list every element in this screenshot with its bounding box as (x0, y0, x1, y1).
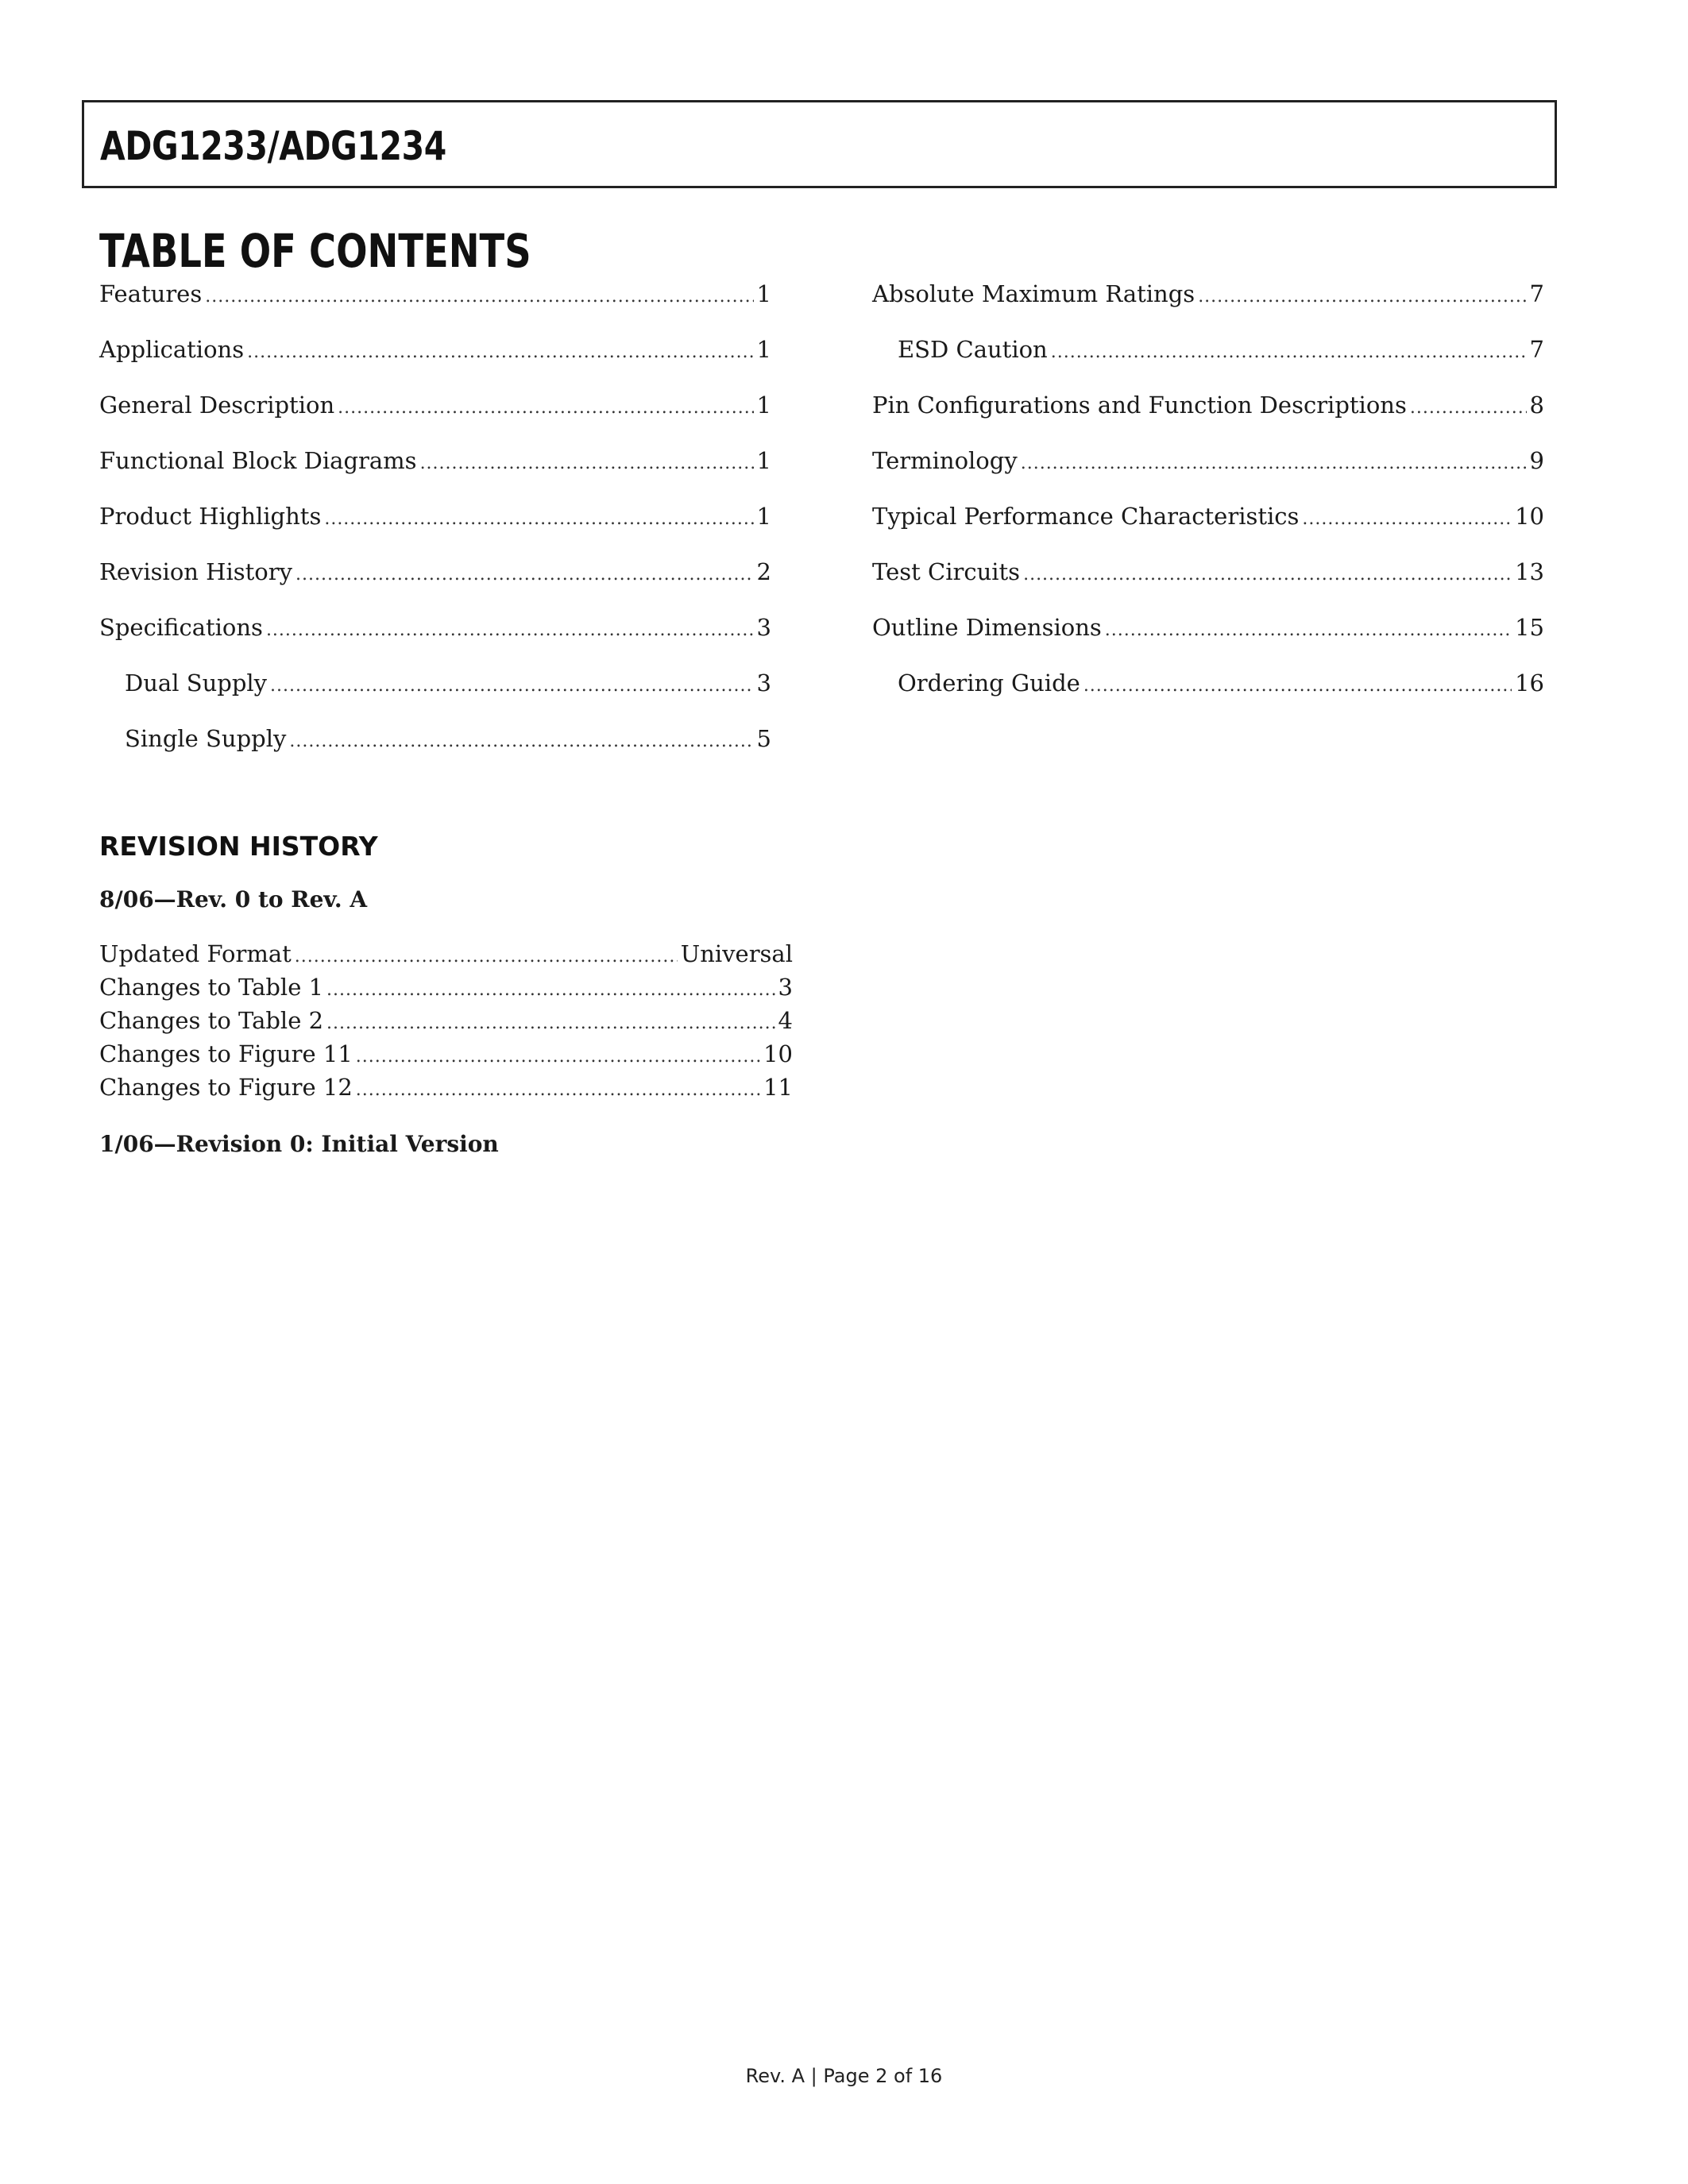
toc-entry-applications[interactable] (99, 336, 771, 392)
change-item (99, 1040, 793, 1074)
toc-entry-label: General Description (99, 392, 335, 419)
toc-entry-label: Single Supply (125, 725, 287, 752)
toc-entry-label: Terminology (872, 447, 1018, 474)
change-item (99, 974, 793, 1007)
change-item (99, 1074, 793, 1107)
toc-entry-page: 3 (756, 614, 771, 641)
toc-leader-dots (295, 565, 754, 585)
toc-entry-label: Specifications (99, 614, 263, 641)
toc-entry-label: Test Circuits (872, 558, 1021, 585)
toc-entry-functional-block-diagrams[interactable] (99, 447, 771, 503)
toc-entry-label: Features (99, 280, 203, 307)
change-leader-dots (295, 947, 678, 967)
toc-entry-label: Absolute Maximum Ratings (872, 280, 1196, 307)
toc-entry-page: 1 (756, 280, 771, 307)
revision-a-changes (99, 940, 793, 1107)
toc-leader-dots (205, 287, 753, 307)
toc-entry-label: Functional Block Diagrams (99, 447, 417, 474)
page-footer: Rev. A | Page 2 of 16 (745, 2065, 943, 2087)
toc-entry-label: Revision History (99, 558, 292, 585)
toc-leader-dots (338, 398, 753, 418)
toc-entry-revision-history[interactable] (99, 558, 771, 614)
toc-left-column (99, 280, 771, 781)
change-page: 10 (763, 1040, 793, 1067)
toc-entry-page: 2 (756, 558, 771, 585)
toc-entry-terminology[interactable] (872, 447, 1544, 503)
toc-leader-dots (247, 342, 753, 362)
toc-entry-page: 16 (1515, 669, 1544, 696)
toc-entry-esd-caution[interactable] (872, 336, 1544, 392)
toc-entry-single-supply[interactable] (99, 725, 771, 781)
toc-entry-pin-configurations[interactable] (872, 392, 1544, 447)
toc-entry-page: 7 (1529, 336, 1544, 363)
toc-entry-page: 1 (756, 503, 771, 530)
change-leader-dots (326, 980, 775, 1000)
toc-entry-test-circuits[interactable] (872, 558, 1544, 614)
toc-entry-page: 13 (1515, 558, 1544, 585)
revision-history-heading: REVISION HISTORY (99, 831, 378, 862)
toc-entry-product-highlights[interactable] (99, 503, 771, 558)
toc-entry-label: Typical Performance Characteristics (872, 503, 1300, 530)
toc-leader-dots (1410, 398, 1527, 418)
change-leader-dots (356, 1047, 760, 1067)
change-page: 11 (763, 1074, 793, 1101)
toc-entry-features[interactable] (99, 280, 771, 336)
change-leader-dots (326, 1013, 775, 1033)
toc-entry-label: Ordering Guide (898, 669, 1080, 696)
change-label: Changes to Table 2 (99, 1007, 324, 1034)
revision-0-title: 1/06—Revision 0: Initial Version (99, 1131, 499, 1157)
change-page: 4 (778, 1007, 793, 1034)
toc-entry-page: 9 (1529, 447, 1544, 474)
toc-entry-label: Dual Supply (125, 669, 268, 696)
toc-entry-page: 10 (1515, 503, 1544, 530)
toc-entry-label: ESD Caution (898, 336, 1048, 363)
toc-entry-outline-dimensions[interactable] (872, 614, 1544, 669)
toc-entry-label: Product Highlights (99, 503, 322, 530)
change-label: Changes to Figure 12 (99, 1074, 353, 1101)
change-label: Updated Format (99, 940, 292, 967)
toc-entry-page: 1 (756, 447, 771, 474)
toc-entry-page: 8 (1529, 392, 1544, 419)
revision-a-title: 8/06—Rev. 0 to Rev. A (99, 886, 368, 913)
toc-entry-page: 1 (756, 392, 771, 419)
toc-entry-label: Applications (99, 336, 245, 363)
change-page: 3 (778, 974, 793, 1001)
toc-entry-page: 1 (756, 336, 771, 363)
toc-leader-dots (1105, 620, 1512, 640)
change-label: Changes to Figure 11 (99, 1040, 353, 1067)
toc-entry-page: 5 (756, 725, 771, 752)
toc-leader-dots (289, 731, 753, 751)
toc-leader-dots (1051, 342, 1527, 362)
change-page: Universal (680, 940, 793, 967)
toc-entry-dual-supply[interactable] (99, 669, 771, 725)
toc-leader-dots (420, 453, 754, 473)
toc-title: TABLE OF CONTENTS (99, 224, 531, 278)
toc-entry-page: 3 (756, 669, 771, 696)
toc-entry-absolute-maximum-ratings[interactable] (872, 280, 1544, 336)
toc-leader-dots (1083, 676, 1512, 696)
toc-entry-general-description[interactable] (99, 392, 771, 447)
header-box (82, 100, 1557, 188)
toc-entry-label: Pin Configurations and Function Descriptions (872, 392, 1407, 419)
toc-entry-typical-performance[interactable] (872, 503, 1544, 558)
change-item (99, 1007, 793, 1040)
toc-entry-page: 15 (1515, 614, 1544, 641)
toc-leader-dots (1023, 565, 1512, 585)
toc-entry-ordering-guide[interactable] (872, 669, 1544, 725)
toc-leader-dots (1302, 509, 1512, 529)
change-label: Changes to Table 1 (99, 974, 324, 1001)
toc-entry-page: 7 (1529, 280, 1544, 307)
toc-entry-label: Outline Dimensions (872, 614, 1102, 641)
toc-entry-specifications[interactable] (99, 614, 771, 669)
toc-leader-dots (1021, 453, 1527, 473)
toc-leader-dots (324, 509, 753, 529)
toc-right-column (872, 280, 1544, 725)
change-leader-dots (356, 1080, 760, 1100)
change-item (99, 940, 793, 974)
part-number: ADG1233/ADG1234 (100, 123, 446, 169)
toc-leader-dots (270, 676, 754, 696)
toc-leader-dots (266, 620, 754, 640)
toc-leader-dots (1198, 287, 1526, 307)
